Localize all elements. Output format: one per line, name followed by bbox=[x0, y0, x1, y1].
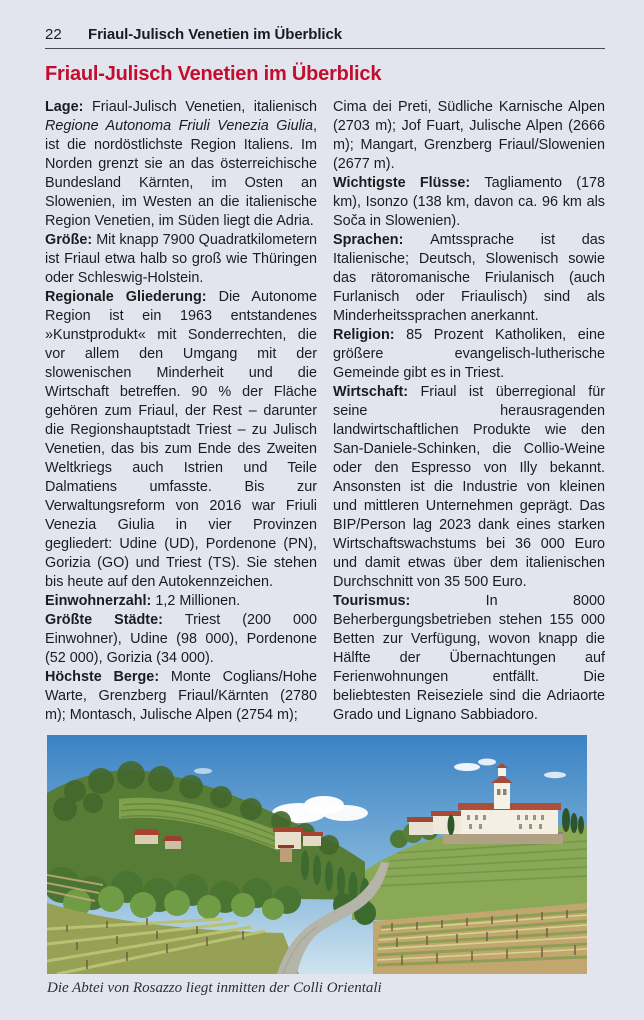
paragraph bbox=[45, 288, 317, 592]
chapter-heading: Friaul-Julisch Venetien im Überblick bbox=[45, 63, 382, 85]
paragraph-label: Größte Städte: bbox=[45, 612, 185, 628]
body-text: Tagliamento (178 km), Isonzo (138 km, davon ca. 96 km als Soča in Slowenien). bbox=[333, 175, 605, 229]
paragraph-label: Sprachen: bbox=[333, 232, 431, 248]
running-title: Friaul-Julisch Venetien im Überblick bbox=[88, 26, 342, 43]
paragraph bbox=[45, 98, 317, 231]
italic-text: Regione Autonoma Friuli Venezia Giulia bbox=[45, 118, 313, 134]
body-text: , ist die nordöstlichste Region Italiens. Im Norden grenzt sie an das österreichische Bundesland Kärnten, im Osten an Slowenien, im Westen an die italienische Region Venetien, im Süden liegt die Adria. bbox=[45, 118, 317, 229]
paragraph bbox=[333, 326, 605, 383]
paragraph-label: Wichtigste Flüsse: bbox=[333, 175, 485, 191]
left-column bbox=[45, 98, 317, 725]
body-text: Friaul ist überregional für seine herausragenden landwirtschaftlichen Produkte wie den San-Daniele-Schinken, die Collio-Weine oder den Espresso von Illy bekannt. Ansonsten ist die Industrie von kleinen und mittleren Unternehmen geprägt. Das BIP/Person lag 2023 dank eines starken Wirtschaftswachstums bei 36 000 Euro und damit etwas über dem italienischen Durchschnitt von 35 500 Euro. bbox=[333, 384, 606, 590]
body-text: Mit knapp 7900 Quadratkilometern ist Friaul etwa halb so groß wie Thüringen oder Schleswig-Holstein. bbox=[45, 232, 318, 286]
paragraph-label: Höchste Berge: bbox=[45, 669, 171, 685]
body-text: Monte Coglians/Hohe Warte, Grenzberg Friaul/Kärnten (2780 m); Montasch, Julische Alpen (2754 m); bbox=[45, 669, 317, 723]
body-text: Friaul-Julisch Venetien, italienisch bbox=[91, 99, 317, 115]
paragraph bbox=[333, 98, 605, 174]
article-columns bbox=[45, 98, 605, 725]
body-text: Amtssprache ist das Italienische; Deutsch, Slowenisch sowie das rätoromanische Friulanisch (auch Furlanisch oder Friaulisch) sind als Minderheitssprachen anerkannt. bbox=[333, 232, 605, 324]
paragraph bbox=[45, 611, 317, 668]
paragraph-label: Wirtschaft: bbox=[333, 384, 421, 400]
paragraph-label: Lage: bbox=[45, 99, 92, 115]
landscape-photo-figure bbox=[47, 735, 605, 997]
paragraph bbox=[45, 668, 317, 725]
paragraph-label: Religion: bbox=[333, 327, 407, 343]
paragraph bbox=[333, 592, 605, 725]
right-column bbox=[333, 98, 605, 725]
page-number: 22 bbox=[45, 26, 62, 43]
photo-caption: Die Abtei von Rosazzo liegt inmitten der Colli Orientali bbox=[47, 980, 382, 996]
paragraph-label: Größe: bbox=[45, 232, 97, 248]
paragraph-label: Tourismus: bbox=[333, 593, 486, 609]
page-header bbox=[45, 26, 605, 49]
paragraph bbox=[45, 231, 317, 288]
paragraph bbox=[333, 174, 605, 231]
paragraph-label: Regionale Gliederung: bbox=[45, 289, 219, 305]
body-text: In 8000 Beherbergungsbetrieben stehen 155 000 Betten zur Verfügung, wovon knapp die Hälfte der Übernachtungen auf Ferienwohnungen entfällt. Die beliebtesten Reiseziele sind die Adriaorte Grado und Lignano Sabbiadoro. bbox=[333, 593, 605, 723]
paragraph bbox=[333, 383, 605, 592]
body-text: 85 Prozent Katholiken, eine größere evangelisch-lutherische Gemeinde gibt es in Triest. bbox=[333, 327, 605, 381]
paragraph bbox=[45, 592, 317, 611]
paragraph bbox=[333, 231, 605, 326]
landscape-photo bbox=[47, 735, 587, 974]
body-text: 1,2 Millionen. bbox=[155, 593, 241, 609]
body-text: Die Autonome Region ist ein 1963 entstandenes »Kunstprodukt« mit Sonderrechten, die vor allem den Umgang mit der slowenischen Minderheit und die Wirtschaft betreffen. 90 % der Fläche gehören zum Friaul, der Rest – darunter die Regionshauptstadt Triest – zu Julisch Venetien, das bis zum Ende des Zweiten Weltkriegs auch Istrien und Teile Dalmatiens umfasste. Bis zur Verwaltungsreform von 2016 war Friuli Venezia Giulia in vier Provinzen gegliedert: Udine (UD), Pordenone (PN), Gorizia (GO) und Triest (TS). Sie stehen bis heute auf den Autokennzeichen. bbox=[45, 289, 317, 590]
body-text: Triest (200 000 Einwohner), Udine (98 000), Pordenone (52 000), Gorizia (34 000). bbox=[45, 612, 317, 666]
body-text: Cima dei Preti, Südliche Karnische Alpen (2703 m); Jof Fuart, Julische Alpen (2666 m); Mangart, Grenzberg Friaul/Slowenien (2677 m). bbox=[333, 99, 605, 172]
paragraph-label: Einwohnerzahl: bbox=[45, 593, 156, 609]
